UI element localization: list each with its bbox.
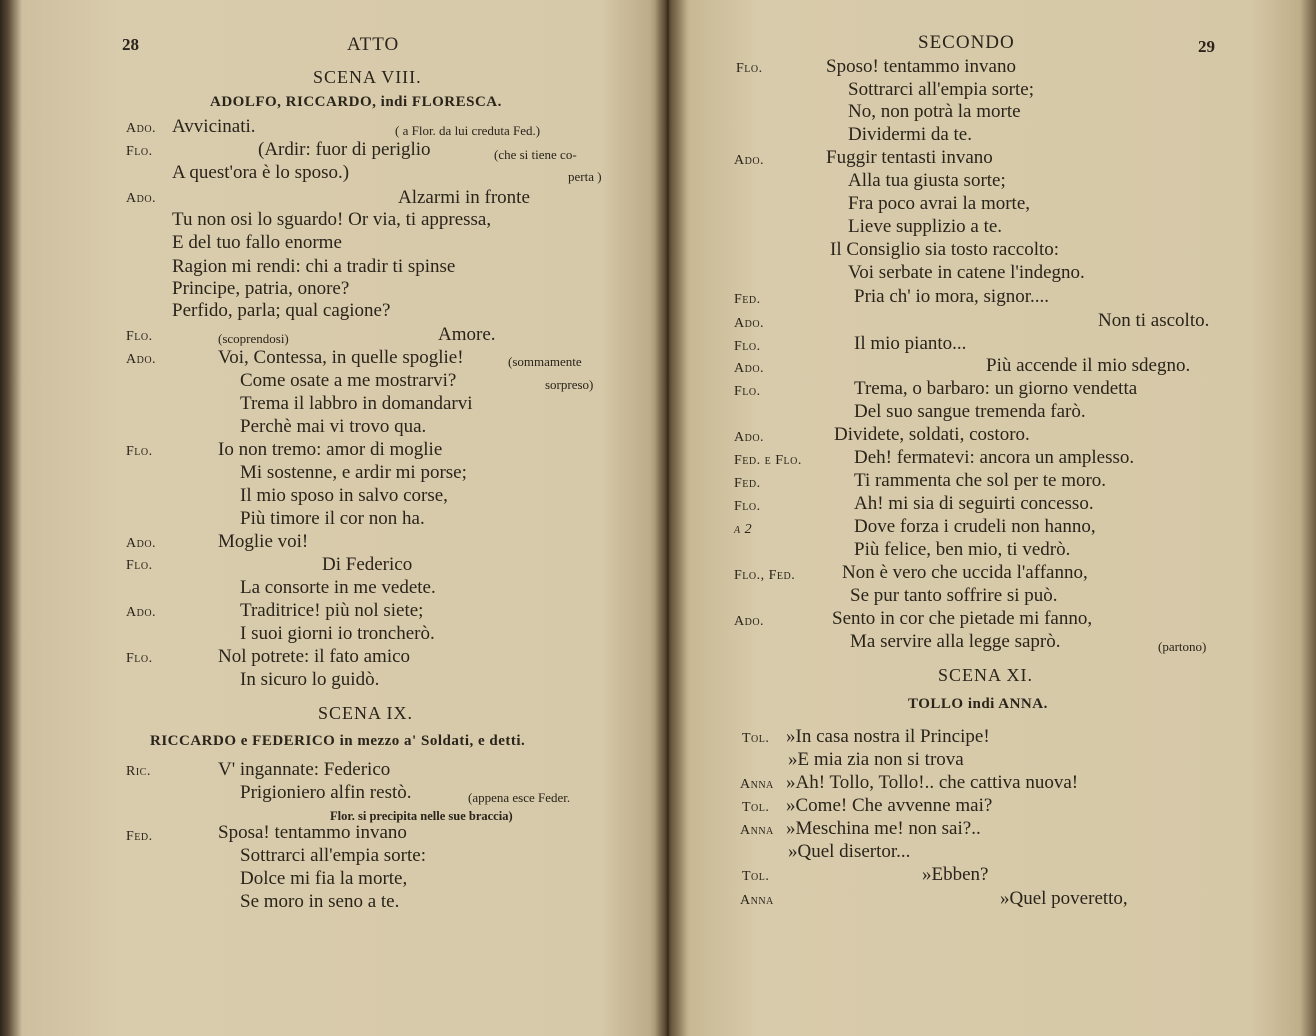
verse-line: Principe, patria, onore? [172,278,350,299]
speaker: Flo. [734,384,761,399]
verse-line: Dividermi da te. [848,124,972,145]
speaker: Fed. [734,476,761,491]
stage-direction: (sommamente [508,354,582,369]
cast-list: RICCARDO e FEDERICO in mezzo a' Soldati, e detti. [150,733,526,749]
verse-line: Il mio sposo in salvo corse, [240,485,448,506]
speaker: Fed. [734,292,761,307]
speaker: Tol. [742,800,770,815]
verse-line: »In casa nostra il Principe! [786,726,990,747]
page-number: 29 [1198,37,1215,56]
verse-line: Perfido, parla; qual cagione? [172,300,391,321]
running-head: ATTO [347,34,400,55]
verse-line: Non è vero che uccida l'affanno, [842,562,1088,583]
verse-line: Avvicinati. [172,116,256,137]
verse-line: Lieve supplizio a te. [848,216,1003,237]
verse-line: Più timore il cor non ha. [240,508,425,529]
verse-line: Fuggir tentasti invano [826,147,993,168]
speaker: Fed. [126,829,153,844]
speaker: Ado. [126,536,157,551]
verse-line: Come osate a me mostrarvi? [240,370,457,391]
speaker: Ado. [734,153,765,168]
verse-line: Deh! fermatevi: ancora un amplesso. [854,447,1135,468]
verse-line: Sento in cor che pietade mi fanno, [832,608,1093,629]
verse-line: Dolce mi fia la morte, [240,868,408,889]
speaker: Ado. [734,361,765,376]
verse-line: Sottrarci all'empia sorte; [848,79,1034,100]
verse-line: Traditrice! più nol siete; [240,600,424,621]
speaker: Flo. [126,558,153,573]
verse-line: La consorte in me vedete. [240,577,436,598]
verse-line: E del tuo fallo enorme [172,232,342,253]
verse-line: Fra poco avrai la morte, [848,193,1031,214]
speaker: Fed. e Flo. [734,453,802,468]
stage-direction: Flor. si precipita nelle sue braccia) [330,809,513,823]
verse-line: Se pur tanto soffrire si può. [850,585,1058,606]
verse-line: No, non potrà la morte [848,101,1021,122]
verse-line: »E mia zia non si trova [788,749,964,770]
verse-line: Dividete, soldati, costoro. [834,424,1030,445]
verse-line: Di Federico [322,554,413,575]
speaker: Ado. [734,614,765,629]
scene-title: SCENA XI. [938,665,1034,685]
stage-direction: sorpreso) [545,377,594,392]
verse-line: Perchè mai vi trovo qua. [240,416,427,437]
verse-line: »Ah! Tollo, Tollo!.. che cattiva nuova! [786,772,1079,793]
verse-line: Prigioniero alfin restò. [240,782,412,803]
speaker: Ado. [126,121,157,136]
verse-line: Trema il labbro in domandarvi [240,393,473,414]
speaker: a 2 [734,522,753,537]
verse-line: Se moro in seno a te. [240,891,400,912]
stage-direction: ( a Flor. da lui creduta Fed.) [395,123,541,138]
speaker: Ado. [734,316,765,331]
verse-line: »Quel poveretto, [1000,888,1128,909]
verse-line: Del suo sangue tremenda farò. [854,401,1086,422]
speaker: Flo. [126,329,153,344]
stage-direction: (appena esce Feder. [468,790,571,805]
running-head: SECONDO [918,32,1015,53]
verse-line: Alzarmi in fronte [398,187,530,208]
verse-line: A quest'ora è lo sposo.) [172,162,350,183]
stage-direction: (che si tiene co- [494,147,577,162]
speaker: Flo. [126,651,153,666]
stage-direction: (scoprendosi) [218,331,289,346]
verse-line: »Ebben? [922,864,989,885]
speaker: Ado. [734,430,765,445]
stage-direction: perta ) [568,169,602,184]
verse-line: Ti rammenta che sol per te moro. [854,470,1107,491]
verse-line: Tu non osi lo sguardo! Or via, ti appressa, [172,209,492,230]
verse-line: »Quel disertor... [788,841,911,862]
speaker: Flo. [126,144,153,159]
speaker: Ric. [126,764,151,779]
speaker: Tol. [742,869,770,884]
verse-line: I suoi giorni io troncherò. [240,623,435,644]
stage-direction: (partono) [1158,639,1207,654]
verse-line: »Meschina me! non sai?.. [786,818,981,839]
verse-line: Più accende il mio sdegno. [986,355,1191,376]
verse-line: Sposa! tentammo invano [218,822,407,843]
verse-line: (Ardir: fuor di periglio [258,139,431,160]
verse-line: Il mio pianto... [854,333,967,354]
verse-line: Non ti ascolto. [1098,310,1210,331]
verse-line: Sottrarci all'empia sorte: [240,845,426,866]
verse-line: Il Consiglio sia tosto raccolto: [830,239,1060,260]
verse-line: In sicuro lo guidò. [240,669,380,690]
verse-line: V' ingannate: Federico [218,759,391,780]
scene-title: SCENA IX. [318,703,414,723]
verse-line: Amore. [438,324,496,345]
verse-line: Ah! mi sia di seguirti concesso. [854,493,1094,514]
speaker: Flo. [736,61,763,76]
verse-line: Più felice, ben mio, ti vedrò. [854,539,1071,560]
speaker: Ado. [126,352,157,367]
verse-line: Moglie voi! [218,531,309,552]
verse-line: Io non tremo: amor di moglie [218,439,443,460]
page-number: 28 [122,35,139,54]
verse-line: Voi serbate in catene l'indegno. [848,262,1085,283]
speaker: Anna [740,893,774,908]
verse-line: Mi sostenne, e ardir mi porse; [240,462,467,483]
speaker: Tol. [742,731,770,746]
verse-line: Pria ch' io mora, signor.... [854,286,1049,307]
scene-title: SCENA VIII. [313,67,422,87]
verse-line: Sposo! tentammo invano [826,56,1016,77]
speaker: Flo. [126,444,153,459]
speaker: Anna [740,823,774,838]
verse-line: Dove forza i crudeli non hanno, [854,516,1096,537]
right-page [668,0,1316,1036]
cast-list: ADOLFO, RICCARDO, indi FLORESCA. [210,94,502,110]
speaker: Flo. [734,339,761,354]
speaker: Flo. [734,499,761,514]
verse-line: Trema, o barbaro: un giorno vendetta [854,378,1138,399]
speaker: Ado. [126,605,157,620]
verse-line: »Come! Che avvenne mai? [786,795,993,816]
verse-line: Voi, Contessa, in quelle spoglie! [218,347,464,368]
cast-list: TOLLO indi ANNA. [908,696,1048,712]
verse-line: Ragion mi rendi: chi a tradir ti spinse [172,256,456,277]
verse-line: Nol potrete: il fato amico [218,646,411,667]
speaker: Ado. [126,191,157,206]
verse-line: Alla tua giusta sorte; [848,170,1006,191]
speaker: Flo., Fed. [734,568,796,583]
verse-line: Ma servire alla legge saprò. [850,631,1061,652]
speaker: Anna [740,777,774,792]
